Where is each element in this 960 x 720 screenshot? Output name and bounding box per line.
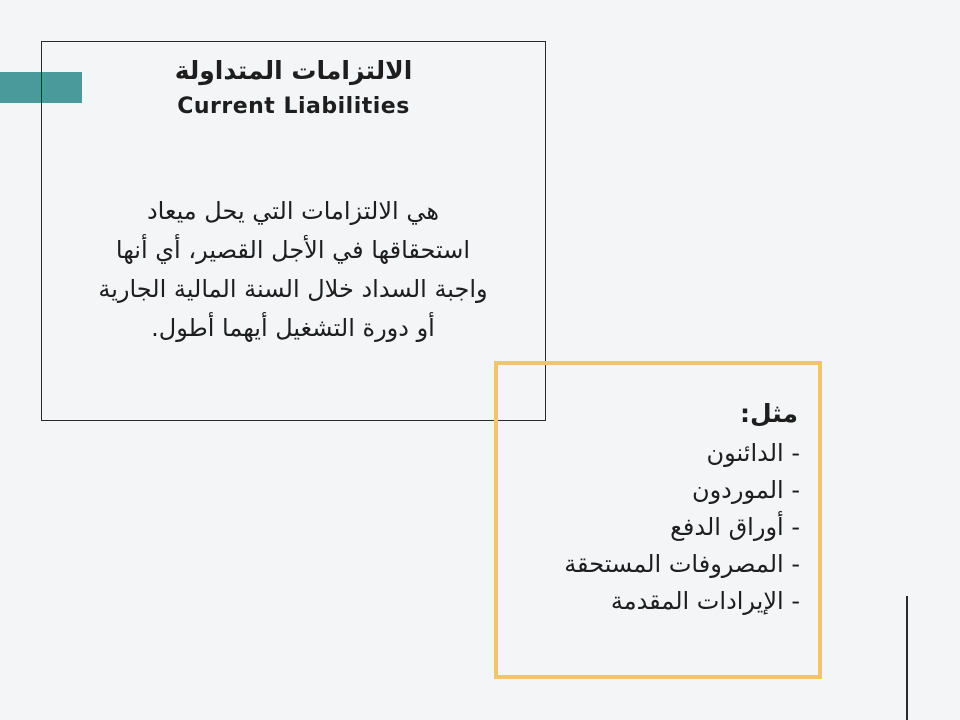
title-arabic: الالتزامات المتداولة xyxy=(174,56,413,85)
list-item: - الدائنون xyxy=(706,439,800,467)
definition-box xyxy=(41,41,546,421)
definition-line: أو دورة التشغيل أيهما أطول. xyxy=(151,314,435,342)
definition-line: واجبة السداد خلال السنة المالية الجارية xyxy=(98,275,488,303)
list-item: - أوراق الدفع xyxy=(670,513,800,541)
list-item: - الإيرادات المقدمة xyxy=(610,587,800,615)
decorative-vertical-line xyxy=(906,596,908,720)
examples-box xyxy=(494,361,822,679)
list-item: - المصروفات المستحقة xyxy=(564,550,800,578)
examples-title: مثل: xyxy=(740,399,798,428)
definition-line: هي الالتزامات التي يحل ميعاد xyxy=(146,197,439,225)
list-item: - الموردون xyxy=(691,476,800,504)
title-english: Current Liabilities xyxy=(177,94,410,119)
examples-list xyxy=(564,435,800,620)
definition-text xyxy=(56,192,530,348)
definition-line: استحقاقها في الأجل القصير، أي أنها xyxy=(115,236,471,264)
